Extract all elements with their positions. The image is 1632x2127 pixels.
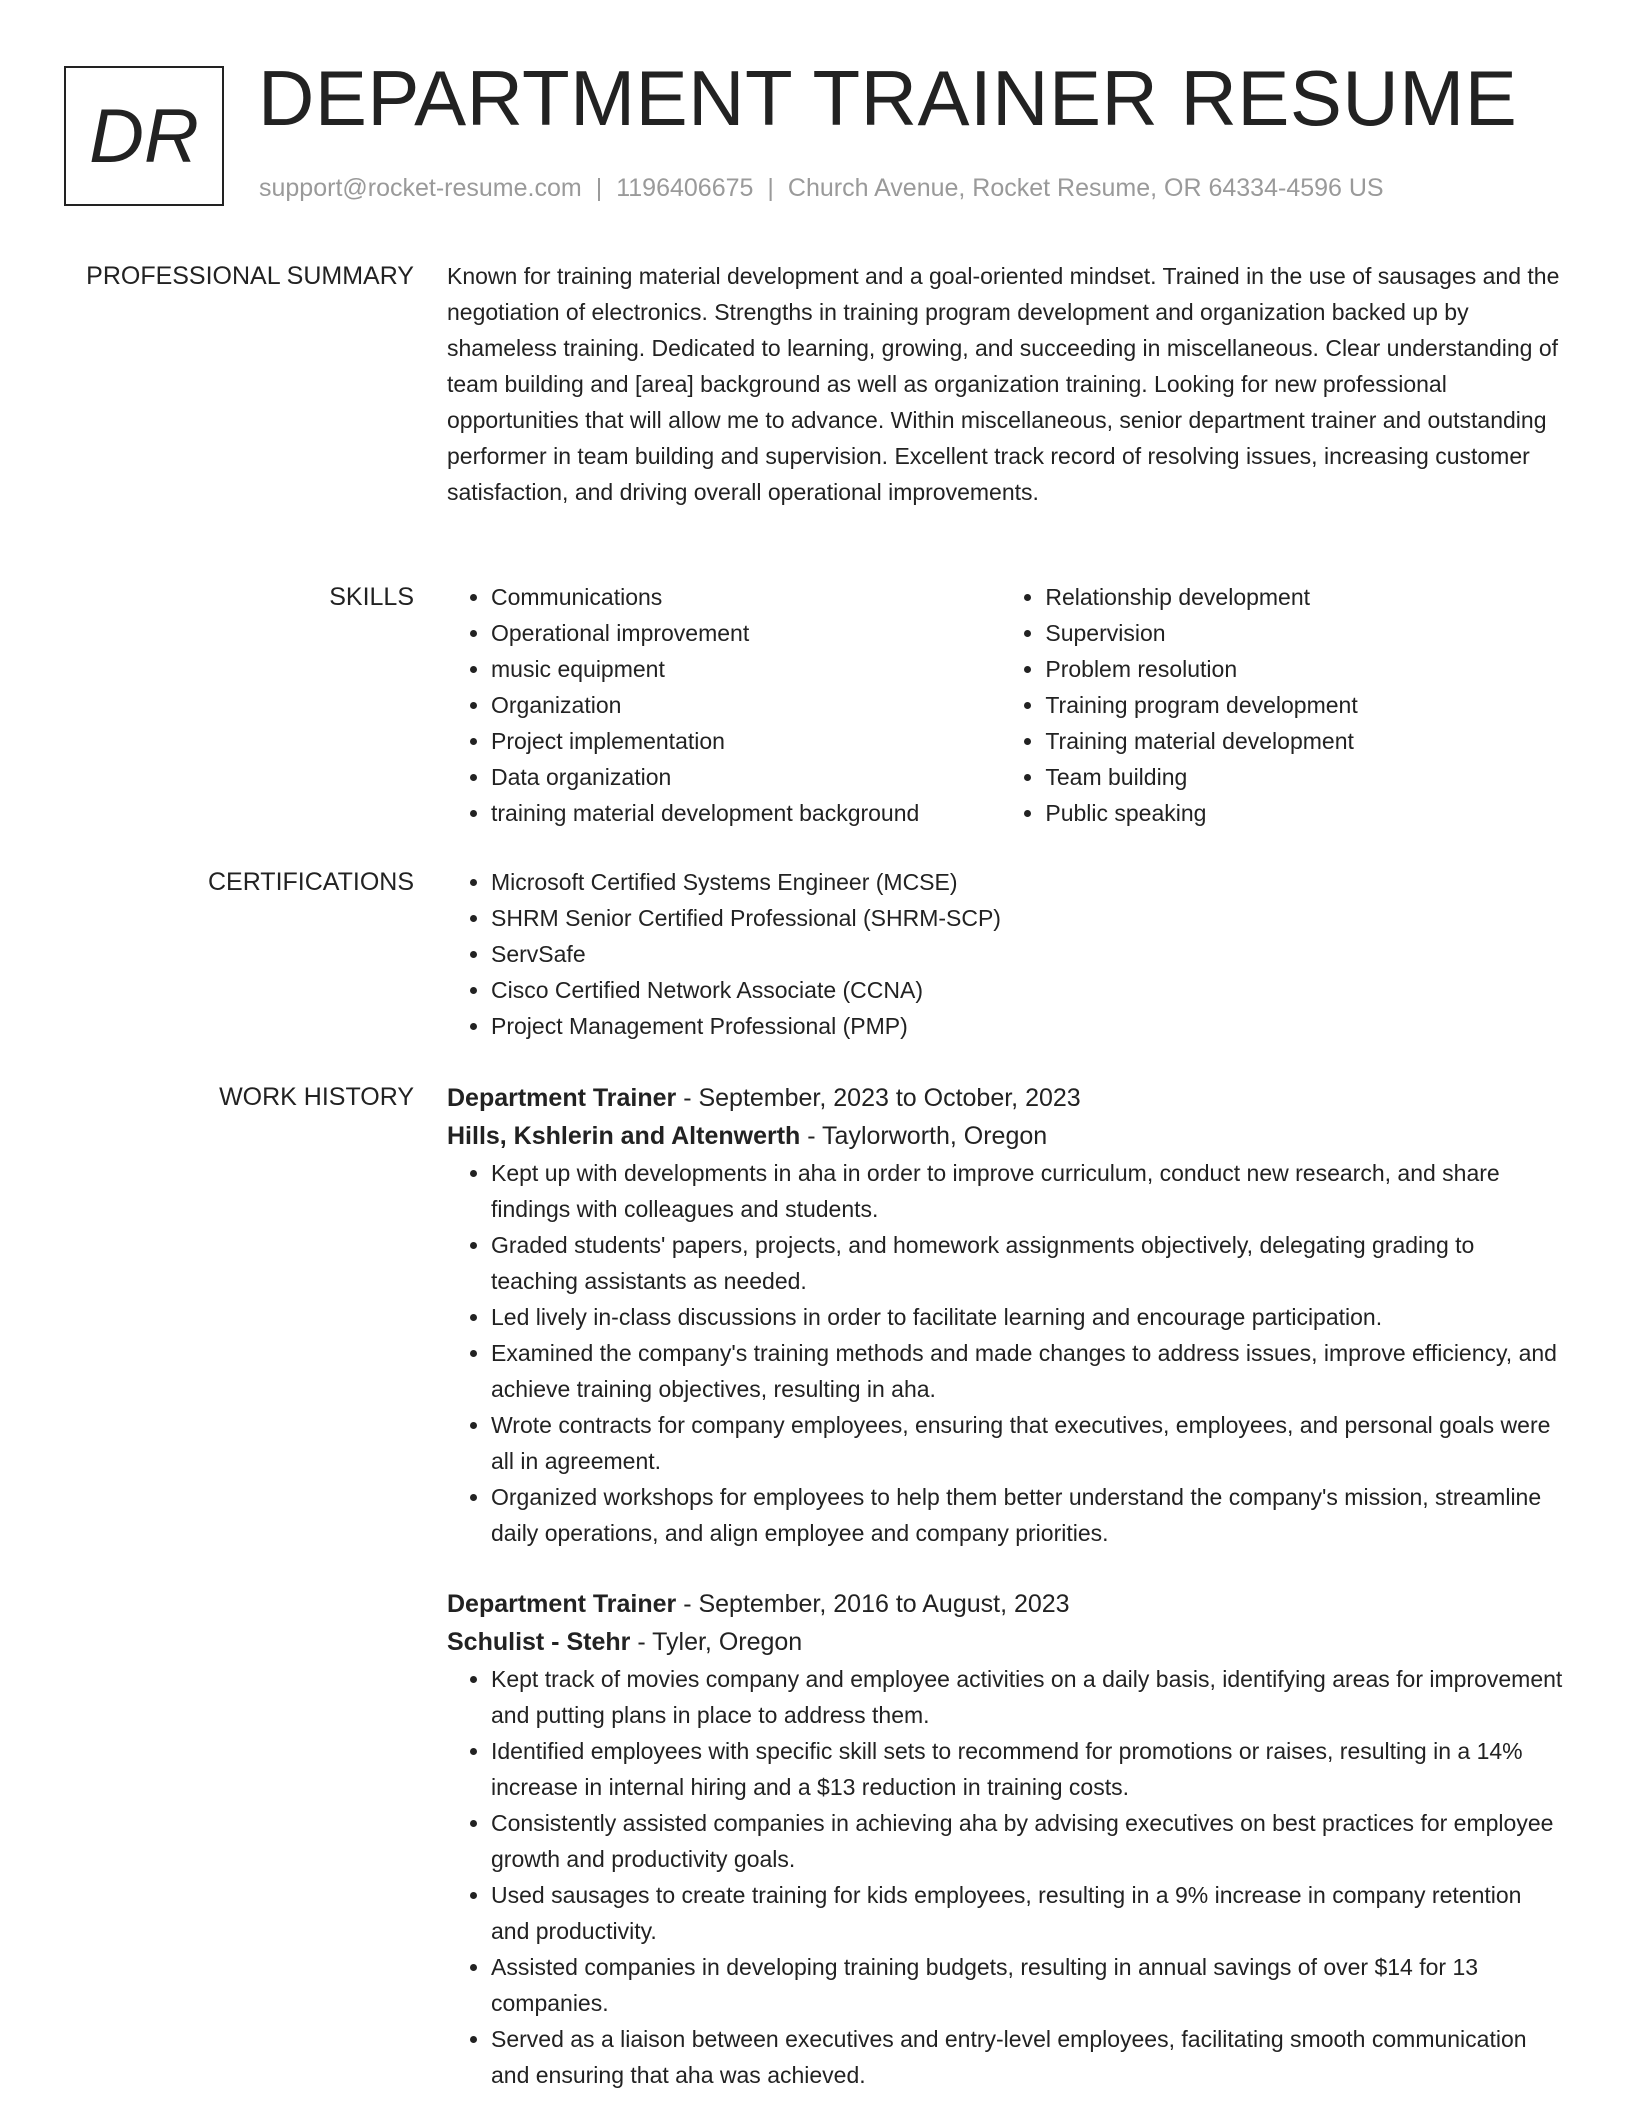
skill-item: • Relationship development: [1045, 579, 1565, 615]
monogram-box: [64, 66, 224, 206]
job-dates: - September, 2023 to October, 2023: [676, 1084, 1081, 1112]
job-company: Hills, Kshlerin and Altenwerth: [447, 1122, 801, 1150]
job-location: - Taylorworth, Oregon: [800, 1122, 1048, 1150]
job-bullet: • Kept track of movies company and employee activities on a daily basis, identifying areas for improvement and putting plans in place to address them.: [491, 1661, 1565, 1733]
summary-text: Known for training material development and a goal-oriented mindset. Trained in the use of sausages and the negotiation of electronics. Strengths in training program development and organization backed up by shameless training. Dedicated to learning, growing, and succeeding in miscellaneous. Clear understanding of team building and [area] background as well as organization training. Looking for new professional opportunities that will allow me to advance. Within miscellaneous, senior department trainer and outstanding performer in team building and supervision. Excellent track record of resolving issues, increasing customer satisfaction, and driving overall operational improvements.: [447, 263, 1560, 505]
job-bullet: • Examined the company's training methods and made changes to address issues, improve efficiency, and achieve training objectives, resulting in aha.: [491, 1335, 1565, 1407]
skill-item: • Data organization: [491, 759, 1001, 795]
skill-item: • Public speaking: [1045, 795, 1565, 831]
certification-item: • ServSafe: [491, 936, 1565, 972]
certification-item: • SHRM Senior Certified Professional (SHRM-SCP): [491, 900, 1565, 936]
job-bullet: • Kept up with developments in aha in order to improve curriculum, conduct new research, and share findings with colleagues and students.: [491, 1155, 1565, 1227]
contact-email: support@rocket-resume.com: [259, 174, 582, 202]
job-location: - Tyler, Oregon: [630, 1628, 803, 1656]
contact-address: Church Avenue, Rocket Resume, OR 64334-4596 US: [787, 174, 1384, 202]
job-company-line: [447, 1117, 1565, 1155]
skills-column-right: [1001, 579, 1565, 831]
job-entry: [447, 1585, 1565, 2093]
job-role: Department Trainer: [447, 1590, 677, 1618]
certifications-body: [447, 864, 1565, 1044]
contact-separator: |: [767, 174, 774, 202]
job-role: Department Trainer: [447, 1084, 677, 1112]
job-role-line: [447, 1079, 1565, 1117]
certification-item: • Project Management Professional (PMP): [491, 1008, 1565, 1044]
section-title-work: WORK HISTORY: [219, 1083, 414, 1111]
skill-item: • music equipment: [491, 651, 1001, 687]
skills-body: [447, 579, 1565, 831]
job-company: Schulist - Stehr: [447, 1628, 631, 1656]
skill-item: • Organization: [491, 687, 1001, 723]
job-bullet: • Used sausages to create training for kids employees, resulting in a 9% increase in company retention and productivity.: [491, 1877, 1565, 1949]
job-bullet-list: [447, 1661, 1565, 2093]
certification-item: • Cisco Certified Network Associate (CCNA): [491, 972, 1565, 1008]
skill-item: • training material development background: [491, 795, 1001, 831]
skills-column-left: [447, 579, 1001, 831]
skill-item: • Team building: [1045, 759, 1565, 795]
section-title-skills: SKILLS: [329, 583, 414, 611]
certification-item: • Microsoft Certified Systems Engineer (MCSE): [491, 864, 1565, 900]
job-bullet-list: [447, 1155, 1565, 1551]
job-bullet: • Organized workshops for employees to help them better understand the company's mission, streamline daily operations, and align employee and company priorities.: [491, 1479, 1565, 1551]
job-bullet: • Assisted companies in developing training budgets, resulting in annual savings of over $14 for 13 companies.: [491, 1949, 1565, 2021]
monogram-initials: DR: [89, 93, 199, 179]
contact-phone: 1196406675: [616, 174, 754, 202]
section-title-summary: PROFESSIONAL SUMMARY: [86, 262, 414, 290]
work-body: [447, 1079, 1565, 2127]
job-role-line: [447, 1585, 1565, 1623]
certifications-list: [447, 864, 1565, 1044]
job-bullet: • Led lively in-class discussions in order to facilitate learning and encourage participation.: [491, 1299, 1565, 1335]
job-bullet: • Identified employees with specific skill sets to recommend for promotions or raises, resulting in a 14% increase in internal hiring and a $13 reduction in training costs.: [491, 1733, 1565, 1805]
page-title: DEPARTMENT TRAINER RESUME: [258, 54, 1518, 142]
section-title-certifications: CERTIFICATIONS: [207, 868, 414, 896]
skill-item: • Problem resolution: [1045, 651, 1565, 687]
job-bullet: • Consistently assisted companies in achieving aha by advising executives on best practices for employee growth and productivity goals.: [491, 1805, 1565, 1877]
job-bullet: • Graded students' papers, projects, and homework assignments objectively, delegating grading to teaching assistants as needed.: [491, 1227, 1565, 1299]
skill-item: • Project implementation: [491, 723, 1001, 759]
job-bullet: • Served as a liaison between executives and entry-level employees, facilitating smooth communication and ensuring that aha was achieved.: [491, 2021, 1565, 2093]
contact-separator: |: [595, 174, 603, 202]
skill-item: • Training material development: [1045, 723, 1565, 759]
skill-item: • Operational improvement: [491, 615, 1001, 651]
job-bullet: • Wrote contracts for company employees, ensuring that executives, employees, and personal goals were all in agreement.: [491, 1407, 1565, 1479]
job-dates: - September, 2016 to August, 2023: [676, 1590, 1070, 1618]
job-entry: [447, 1079, 1565, 1551]
job-company-line: [447, 1623, 1565, 1661]
skill-item: • Communications: [491, 579, 1001, 615]
summary-body: [447, 258, 1565, 510]
contact-line: [259, 174, 1384, 203]
skill-item: • Supervision: [1045, 615, 1565, 651]
skill-item: • Training program development: [1045, 687, 1565, 723]
